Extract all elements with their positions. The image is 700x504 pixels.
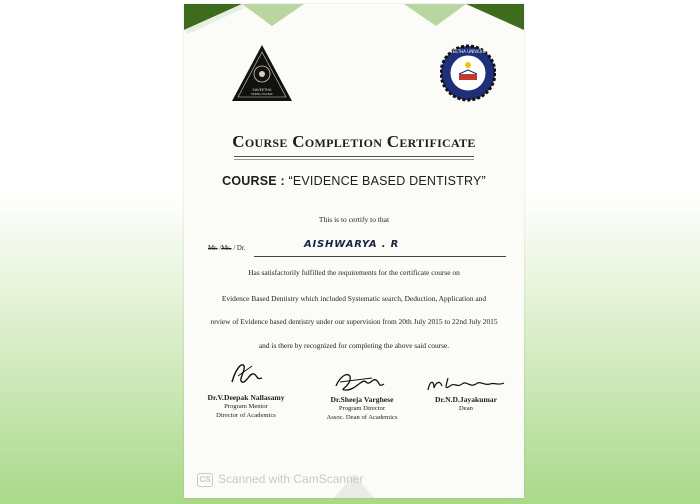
signatory-2-name: Dr.Sheeja Varghese xyxy=(330,395,394,404)
signature-mark-1 xyxy=(228,358,264,388)
salutation-dr: Dr. xyxy=(236,245,246,252)
salutation: Mr. /Ms. / Dr. xyxy=(208,245,246,252)
certificate-page xyxy=(184,4,524,498)
signatory-2-role: Program Director xyxy=(338,405,386,412)
watermark-text: Scanned with CamScanner xyxy=(218,472,364,486)
saveetha-dental-logo xyxy=(231,44,293,102)
signature-mark-3 xyxy=(424,374,508,394)
left-logo-text: SAVEETHA xyxy=(252,88,272,92)
certificate-title: Course Completion Certificate xyxy=(232,132,476,151)
signatory-1-name: Dr.V.Deepak Nallasamy xyxy=(207,393,285,402)
camscanner-watermark xyxy=(197,472,363,487)
signature-mark-2 xyxy=(332,368,386,394)
body-line-3: review of Evidence based dentistry under our supervision from 20th July 2015 to 22nd July 2015 xyxy=(210,317,498,326)
salutation-mr: Mr. xyxy=(208,245,218,252)
saveetha-university-seal xyxy=(440,44,496,102)
title-rule-secondary xyxy=(234,159,474,160)
signatory-1-role-2: Director of Academics xyxy=(216,412,276,419)
signatory-2 xyxy=(302,395,422,422)
course-name: “EVIDENCE BASED DENTISTRY” xyxy=(288,174,486,188)
signatory-3-role: Dean xyxy=(459,405,473,412)
body-line-4: and is there by recognized for completing the above said course. xyxy=(258,341,450,350)
signatory-1 xyxy=(186,393,306,420)
course-prefix: COURSE : xyxy=(222,174,289,188)
signatory-3-name: Dr.N.D.Jayakumar xyxy=(435,395,497,404)
right-logo-text: SAVEETHA UNIVERSITY xyxy=(444,49,492,54)
body-line-2: Evidence Based Dentistry which included Systematic search, Deduction, Application and xyxy=(221,294,487,303)
recipient-name: AISHWARYA . R xyxy=(304,239,400,250)
signatory-2-role-2: Assoc. Dean of Academics xyxy=(326,414,398,421)
recipient-row xyxy=(208,240,508,256)
camscanner-icon: CS xyxy=(197,473,213,487)
title-rule xyxy=(234,156,474,157)
signatory-1-role: Program Mentor xyxy=(224,403,268,410)
left-logo-subtext: DENTAL COLLEGE xyxy=(251,93,273,96)
signatory-3 xyxy=(406,395,524,413)
course-heading xyxy=(184,174,524,188)
name-underline xyxy=(254,256,506,257)
certify-text: This is to certify to that xyxy=(318,215,390,224)
body-line-1: Has satisfactorily fulfilled the requirements for the certificate course on xyxy=(248,268,460,277)
salutation-ms: Ms. xyxy=(221,245,232,252)
